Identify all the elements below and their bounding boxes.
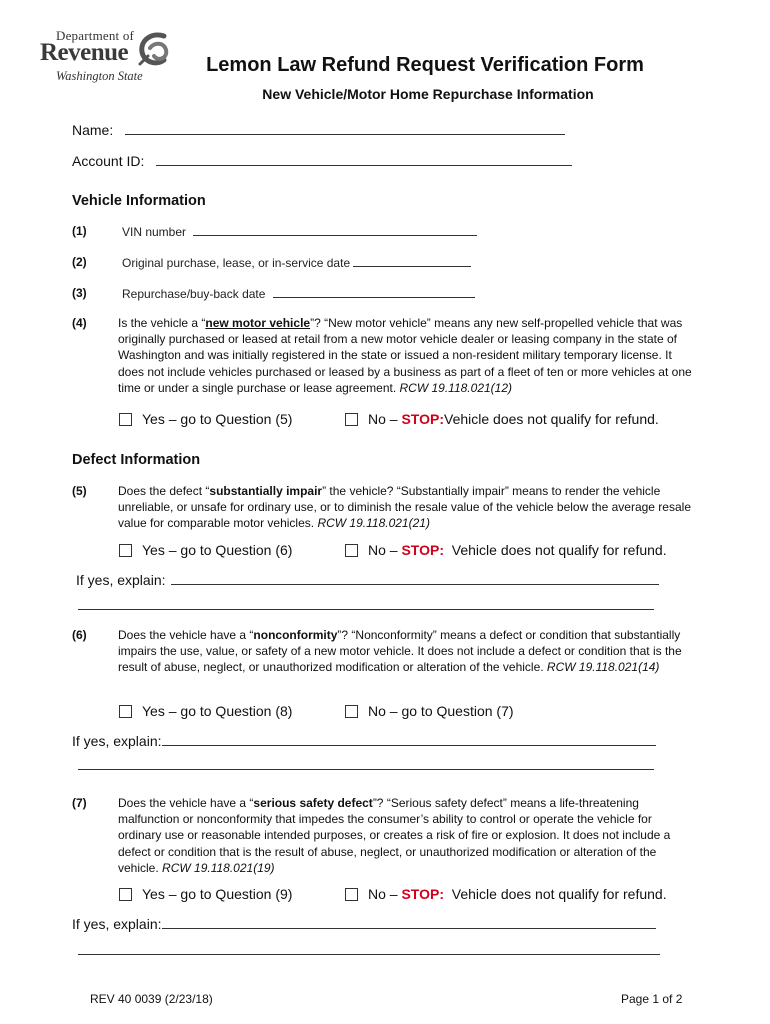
item-number: (2) — [72, 255, 87, 269]
logo-department-text: Department of — [56, 28, 135, 43]
account-id-field[interactable] — [72, 151, 572, 169]
name-label: Name: — [72, 122, 114, 138]
vin-input-line[interactable] — [193, 224, 477, 236]
q6-yes-checkbox[interactable] — [119, 705, 132, 718]
question-text: ”? “New motor vehicle” means any new self-propelled vehicle that was originally purchased or leased at retail from a new motor vehicle dealer or leasing company in the state of Washington and was initially registered in the state or issued a non-resident military temporary license. It does not include vehicles purchased or leased by a business as part of a fleet of ten or more vehicles at one time or under a single purchase or lease agreement. — [118, 316, 692, 395]
stop-text: STOP: — [401, 886, 444, 902]
purchase-date-field[interactable] — [122, 255, 471, 270]
q7-no-option[interactable] — [345, 886, 667, 902]
logo-revenue-text: Revenue — [40, 39, 129, 66]
account-id-label: Account ID: — [72, 153, 145, 169]
stop-text: STOP: — [401, 411, 444, 427]
defined-term: substantially impair — [209, 484, 323, 498]
repurchase-date-input-line[interactable] — [273, 286, 475, 298]
q5-no-label: No – — [368, 542, 398, 558]
purchase-date-input-line[interactable] — [353, 255, 471, 267]
q5-no-label-rest: Vehicle does not qualify for refund. — [444, 542, 667, 558]
question-number: (4) — [72, 316, 87, 330]
explain-label: If yes, explain: — [72, 916, 162, 932]
purchase-date-label: Original purchase, lease, or in-service date — [122, 256, 351, 270]
page-number: Page 1 of 2 — [621, 992, 683, 1006]
q7-explain-line-2[interactable] — [78, 953, 660, 955]
rcw-citation: RCW 19.118.021(19) — [162, 860, 275, 875]
q4-yes-label: Yes – go to Question (5) — [142, 411, 293, 427]
q7-yes-checkbox[interactable] — [119, 888, 132, 901]
q6-no-label: No – go to Question (7) — [368, 703, 514, 719]
page-title: Lemon Law Refund Request Verification Form — [206, 54, 644, 76]
question-text: Is the vehicle a “ — [118, 316, 206, 330]
repurchase-date-field[interactable] — [122, 286, 475, 301]
q7-no-checkbox[interactable] — [345, 888, 358, 901]
question-text: Does the vehicle have a “ — [118, 628, 254, 642]
question-number: (6) — [72, 628, 87, 642]
q5-explain-line-2[interactable] — [78, 608, 654, 610]
q5-yes-option[interactable] — [119, 542, 292, 558]
q4-no-option[interactable] — [345, 411, 659, 427]
vin-field[interactable] — [122, 224, 477, 239]
q4-yes-option[interactable] — [119, 411, 292, 427]
q5-explain-line[interactable] — [171, 570, 659, 585]
name-field[interactable] — [72, 120, 565, 138]
q4-no-checkbox[interactable] — [345, 413, 358, 426]
explain-label: If yes, explain: — [72, 733, 162, 749]
question-4-text — [118, 315, 698, 396]
question-5-text — [118, 483, 698, 532]
question-7-text — [118, 795, 698, 876]
question-text: Does the vehicle have a “ — [118, 796, 254, 810]
q6-no-option[interactable] — [345, 703, 514, 719]
q7-no-label-rest: Vehicle does not qualify for refund. — [444, 886, 667, 902]
q4-no-label-rest: Vehicle does not qualify for refund. — [444, 411, 659, 427]
q6-explain-line[interactable] — [162, 731, 656, 746]
rcw-citation: RCW 19.118.021(21) — [317, 516, 430, 531]
q6-explain-line-2[interactable] — [78, 768, 654, 770]
defined-term: new motor vehicle — [205, 316, 311, 330]
q7-yes-label: Yes – go to Question (9) — [142, 886, 293, 902]
q6-explain-field[interactable] — [72, 731, 656, 749]
rcw-citation: RCW 19.118.021(12) — [399, 380, 512, 395]
rcw-citation: RCW 19.118.021(14) — [546, 660, 660, 675]
form-id: REV 40 0039 (2/23/18) — [90, 992, 213, 1006]
q7-explain-field[interactable] — [72, 914, 656, 932]
page-subtitle: New Vehicle/Motor Home Repurchase Information — [262, 86, 594, 102]
question-text: Does the defect “ — [118, 484, 210, 498]
q5-explain-field[interactable] — [76, 570, 659, 588]
explain-label: If yes, explain: — [76, 572, 166, 588]
item-number: (3) — [72, 286, 87, 300]
q5-yes-checkbox[interactable] — [119, 544, 132, 557]
q4-no-label: No – — [368, 411, 398, 427]
name-input-line[interactable] — [125, 120, 565, 135]
q5-no-option[interactable] — [345, 542, 667, 558]
question-6-text — [118, 627, 698, 676]
vin-label: VIN number — [122, 225, 187, 239]
q7-explain-line[interactable] — [162, 914, 656, 929]
q6-yes-label: Yes – go to Question (8) — [142, 703, 293, 719]
question-text: ” the vehicle? “Substantially impair” means to render the vehicle unreliable, or unsafe for ordinary use, or to diminish the resale value of the vehicle below the average resale value for comparable motor vehicles. — [118, 484, 691, 531]
question-number: (5) — [72, 484, 87, 498]
q6-yes-option[interactable] — [119, 703, 292, 719]
defined-term: nonconformity — [253, 628, 338, 642]
defect-info-heading: Defect Information — [72, 452, 201, 468]
item-number: (1) — [72, 224, 87, 238]
q7-no-label: No – — [368, 886, 398, 902]
stop-text: STOP: — [401, 542, 444, 558]
account-id-input-line[interactable] — [156, 151, 572, 166]
defined-term: serious safety defect — [253, 796, 373, 810]
repurchase-date-label: Repurchase/buy-back date — [122, 287, 266, 301]
q6-no-checkbox[interactable] — [345, 705, 358, 718]
q4-yes-checkbox[interactable] — [119, 413, 132, 426]
q7-yes-option[interactable] — [119, 886, 292, 902]
question-text: ”? “Nonconformity” means a defect or condition that substantially impairs the use, value, or safety of a new motor vehicle. It does not include a defect or condition that is the result of abuse, neglect, or unauthorized modification or alteration of the vehicle. — [118, 628, 682, 675]
q5-yes-label: Yes – go to Question (6) — [142, 542, 293, 558]
vehicle-info-heading: Vehicle Information — [72, 193, 206, 209]
q5-no-checkbox[interactable] — [345, 544, 358, 557]
question-text: ”? “Serious safety defect” means a life-threatening malfunction or nonconformity that impedes the consumer’s ability to control or operate the vehicle for ordinary use or reasonable intended purposes, or creates a risk of fire or explosion. It does not include a defect or condition that is the result of abuse, neglect, or unauthorized modification or alteration of the vehicle. — [118, 796, 671, 875]
question-number: (7) — [72, 796, 87, 810]
logo-washington-text: Washington State — [56, 69, 143, 83]
